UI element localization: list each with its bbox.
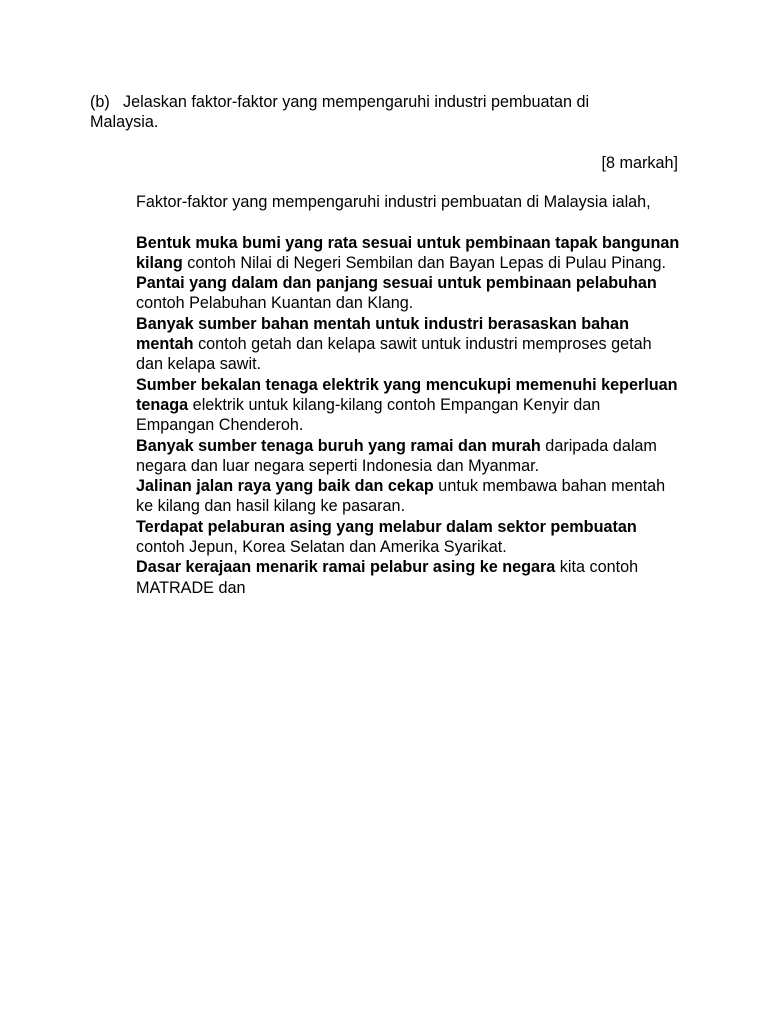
answer-point-bold: Sumber bekalan tenaga elektrik yang mencukupi memenuhi keperluan tenaga: [136, 375, 678, 414]
answer-point-bold: Terdapat pelaburan asing yang melabur dalam sektor pembuatan: [136, 517, 637, 536]
answer-point-bold: Banyak sumber tenaga buruh yang ramai dan murah: [136, 436, 541, 455]
question-label: (b): [90, 93, 110, 111]
answer-point-bold: Banyak sumber bahan mentah untuk industri berasaskan bahan mentah: [136, 314, 629, 354]
question-body-continued: Malaysia.: [90, 113, 159, 132]
question-text: [90, 92, 690, 133]
answer-point-normal: contoh Jepun, Korea Selatan dan Amerika Syarikat.: [136, 538, 507, 557]
answer-point: [136, 557, 681, 598]
answer-point-normal: contoh getah dan kelapa sawit untuk industri memproses getah dan kelapa sawit.: [136, 335, 652, 374]
answer-intro: Faktor-faktor yang mempengaruhi industri pembuatan di Malaysia ialah,: [136, 193, 651, 211]
answer-point: [136, 233, 681, 274]
answer-point-normal: kita contoh MATRADE dan: [136, 558, 639, 597]
answer-point: [136, 436, 681, 477]
question-body: Jelaskan faktor-faktor yang mempengaruhi industri pembuatan di: [123, 93, 590, 111]
answer-point-normal: elektrik untuk kilang-kilang contoh Empangan Kenyir dan Empangan Chenderoh.: [136, 395, 601, 435]
answer-point: [136, 476, 681, 517]
answer-point-bold: Dasar kerajaan menarik ramai pelabur asing ke negara: [136, 558, 556, 577]
answer-point: [136, 273, 681, 314]
answer-point-normal: contoh Nilai di Negeri Sembilan dan Bayan Lepas di Pulau Pinang.: [182, 253, 667, 272]
answer-point: [136, 517, 681, 558]
answer-point-normal: untuk membawa bahan mentah ke kilang dan hasil kilang ke pasaran.: [136, 477, 666, 516]
answer-point-normal: daripada dalam negara dan luar negara seperti Indonesia dan Myanmar.: [136, 436, 657, 475]
answer-point: [136, 375, 681, 436]
answer-point-normal: contoh Pelabuhan Kuantan dan Klang.: [136, 294, 414, 313]
answer-block: [136, 192, 681, 598]
answer-point-bold: Bentuk muka bumi yang rata sesuai untuk pembinaan tapak bangunan kilang: [136, 233, 680, 272]
answer-point-bold: Jalinan jalan raya yang baik dan cekap: [136, 477, 434, 496]
answer-point-bold: Pantai yang dalam dan panjang sesuai untuk pembinaan pelabuhan: [136, 274, 657, 293]
marks-allocation: [8 markah]: [601, 154, 678, 172]
answer-point: [136, 314, 681, 375]
